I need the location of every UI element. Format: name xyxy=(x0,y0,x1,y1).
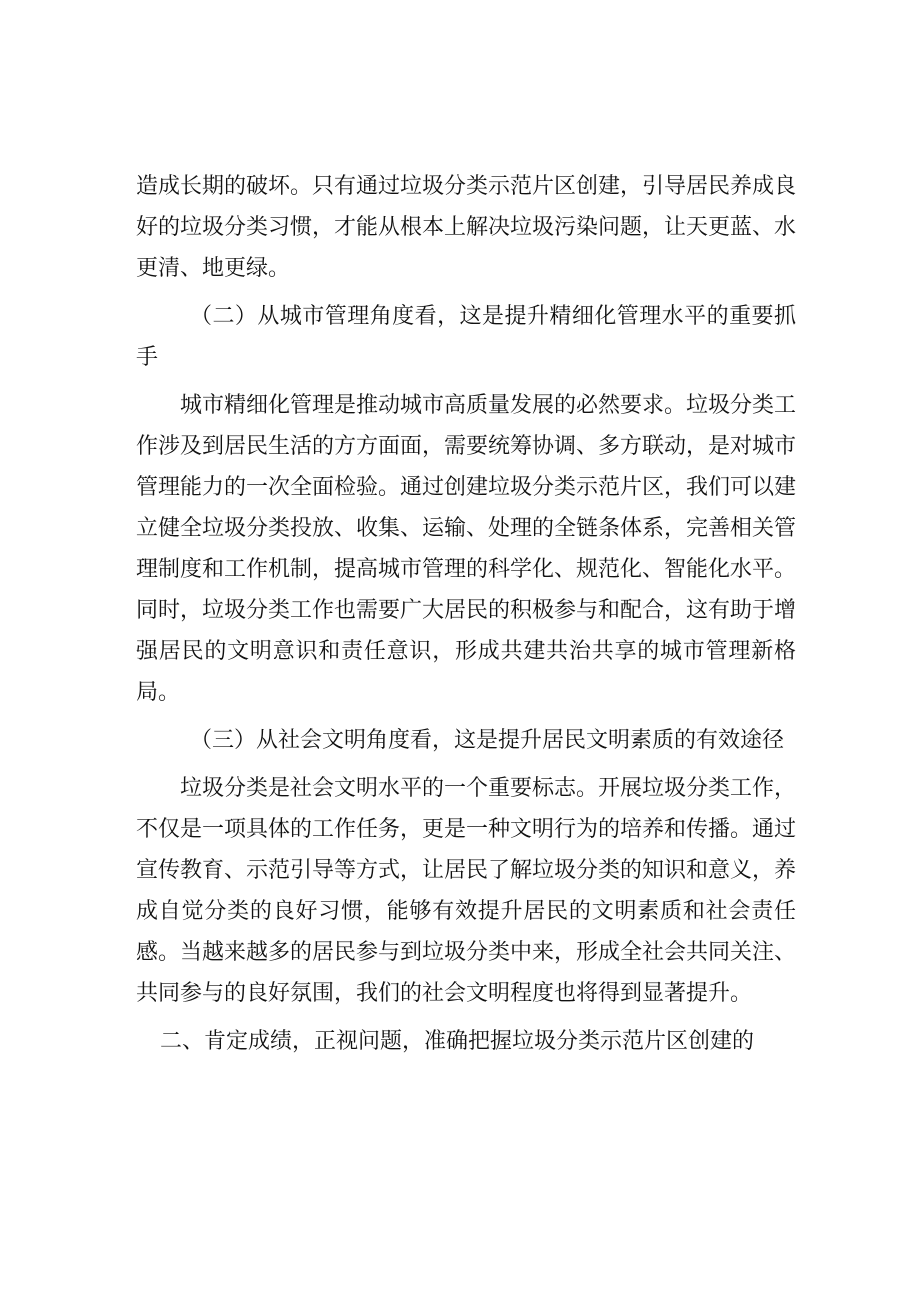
paragraph-urban-management: 城市精细化管理是推动城市高质量发展的必然要求。垃圾分类工作涉及到居民生活的方方面面，需要统筹协调、多方联动，是对城市管理能力的一次全面检验。通过创建垃圾分类示范片区，我们可以建立健全垃圾分类投放、收集、运输、处理的全链条体系，完善相关管理制度和工作机制，提高城市管理的科学化、规范化、智能化水平。同时，垃圾分类工作也需要广大居民的积极参与和配合，这有助于增强居民的文明意识和责任意识，形成共建共治共享的城市管理新格局。 xyxy=(136,393,797,705)
paragraph-social-civilization: 垃圾分类是社会文明水平的一个重要标志。开展垃圾分类工作，不仅是一项具体的工作任务，更是一种文明行为的培养和传播。通过宣传教育、示范引导等方式，让居民了解垃圾分类的知识和意义，养成自觉分类的良好习惯，能够有效提升居民的文明素质和社会责任感。当越来越多的居民参与到垃圾分类中来，形成全社会共同关注、共同参与的良好氛围，我们的社会文明程度也将得到显著提升。 xyxy=(136,776,797,1006)
subheading-urban-management: （二）从城市管理角度看，这是提升精细化管理水平的重要抓手 xyxy=(136,304,796,370)
subheading-social-civilization: （三）从社会文明角度看，这是提升居民文明素质的有效途径 xyxy=(190,728,785,753)
paragraph-continued: 造成长期的破坏。只有通过垃圾分类示范片区创建，引导居民养成良好的垃圾分类习惯，才能从根本上解决垃圾污染问题，让天更蓝、水更清、地更绿。 xyxy=(136,174,797,281)
section-heading-two: 二、肯定成绩，正视问题，准确把握垃圾分类示范片区创建的 xyxy=(160,1029,755,1054)
document-body xyxy=(136,166,796,1062)
